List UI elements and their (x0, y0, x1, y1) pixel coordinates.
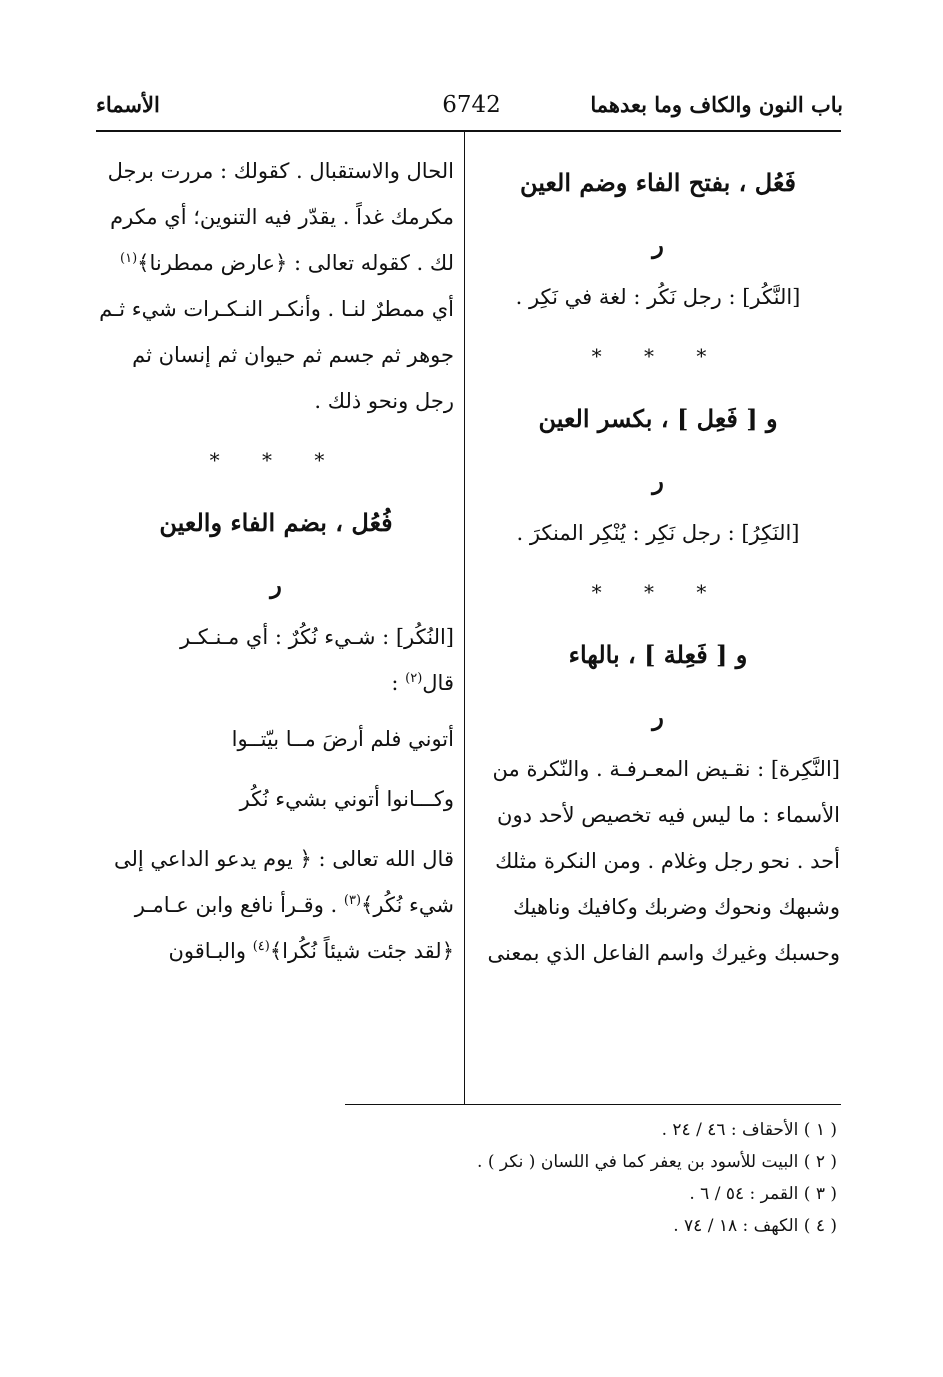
running-header-section: باب النون والكاف وما بعدهما (590, 92, 843, 117)
footnote-2: ( ٢ ) البيت للأسود بن يعفر كما في اللسان ( نكر ) . (477, 1152, 837, 1172)
pattern-heading-failah: و [ فَعِلة ] ، بالهاء (568, 640, 748, 669)
text-line: الحال والاستقبال . كقولك : مررت برجل (107, 159, 454, 183)
entry-continuation (98, 148, 454, 424)
left-column (98, 148, 454, 982)
column-divider (464, 132, 465, 1104)
poetry-hemistich-2: وكـــانوا أتوني بشيء نُكُر (239, 787, 454, 811)
text-line: [النَّكِرة] : نقـيض المعـرفـة . والنّكرة من (492, 757, 840, 781)
text-line (98, 928, 454, 974)
poetry-hemistich-1: أتوني فلم أرضَ مــا بيّتــوا (231, 727, 454, 751)
root-letter: ر (652, 230, 664, 259)
root-letter: ر (270, 570, 282, 599)
right-column (476, 148, 840, 984)
footnote-rule (345, 1104, 841, 1105)
text-line: أي ممطرٌ لنـا . وأنكـر النـكـرات شيء ثـم (99, 297, 454, 321)
text-line (98, 660, 454, 706)
header-rule (96, 130, 841, 132)
entry-nakirah (476, 746, 840, 976)
text-line (98, 882, 454, 928)
section-separator: * * * (591, 580, 725, 604)
running-header-category: الأسماء (96, 92, 160, 117)
page-number: 6742 (442, 92, 501, 118)
text-line: وشبهك ونحوك وضربك وكافيك وناهيك (512, 895, 840, 919)
text-line: مكرمك غداً . يقدّر فيه التنوين؛ أي مكرم (110, 205, 454, 229)
pattern-heading-fail-kasra: و [ فَعِل ] ، بكسر العين (538, 404, 778, 433)
text-line: الأسماء : ما ليس فيه تخصيص لأحد دون (497, 803, 840, 827)
pattern-heading-fuul-damma: فُعُل ، بضم الفاء والعين (159, 508, 393, 537)
pattern-heading-faul-fatha: فَعُل ، بفتح الفاء وضم العين (519, 168, 797, 197)
text-span: والبـاقون (168, 939, 253, 963)
text-span: لك . كقوله تعالى : ﴿عارض ممطرنا﴾ (137, 251, 454, 275)
text-line: أحد . نحو رجل وغلام . ومن النكرة مثلك (495, 849, 840, 873)
root-letter: ر (652, 702, 664, 731)
text-line: قال الله تعالى : ﴿ يوم يدعو الداعي إلى (114, 847, 454, 871)
text-line (98, 240, 454, 286)
footnote-ref-1: (١) (120, 251, 138, 266)
section-separator: * * * (591, 344, 725, 368)
text-line: وحسبك وغيرك واسم الفاعل الذي بمعنى (487, 941, 840, 965)
text-span: ﴿لقد جئت شيئاً نُكُرا﴾ (269, 939, 454, 963)
root-letter: ر (652, 466, 664, 495)
text-span: : (391, 671, 406, 695)
text-span: قال (422, 671, 454, 695)
text-line: جوهر ثم جسم ثم حيوان ثم إنسان ثم (132, 343, 454, 367)
footnote-ref-2: (٢) (405, 671, 423, 686)
entry-nakur: [النَّكُر] : رجل نَكُر : لغة في نَكِر . (515, 285, 801, 309)
text-span: . وقـرأ نافع وابن عـامـر (134, 893, 344, 917)
text-span: شيء نُكُر﴾ (361, 893, 454, 917)
entry-nukur (98, 614, 454, 706)
footnote-ref-4: (٤) (252, 939, 270, 954)
section-separator: * * * (209, 448, 343, 472)
entry-nakir: [النَكِرُ] : رجل نَكِر : يُنْكِر المنكرَ . (516, 521, 800, 545)
footnote-ref-3: (٣) (343, 893, 362, 908)
footnote-4: ( ٤ ) الكهف : ١٨ / ٧٤ . (673, 1216, 837, 1236)
footnotes (237, 1114, 837, 1242)
text-line: [النُكُر] : شـيء نُكُرٌ : أي مـنـكـر (180, 625, 454, 649)
footnote-3: ( ٣ ) القمر : ٥٤ / ٦ . (689, 1184, 837, 1204)
footnote-1: ( ١ ) الأحقاف : ٤٦ / ٢٤ . (661, 1120, 837, 1140)
text-line: رجل ونحو ذلك . (314, 389, 454, 413)
entry-quran-citation (98, 836, 454, 974)
